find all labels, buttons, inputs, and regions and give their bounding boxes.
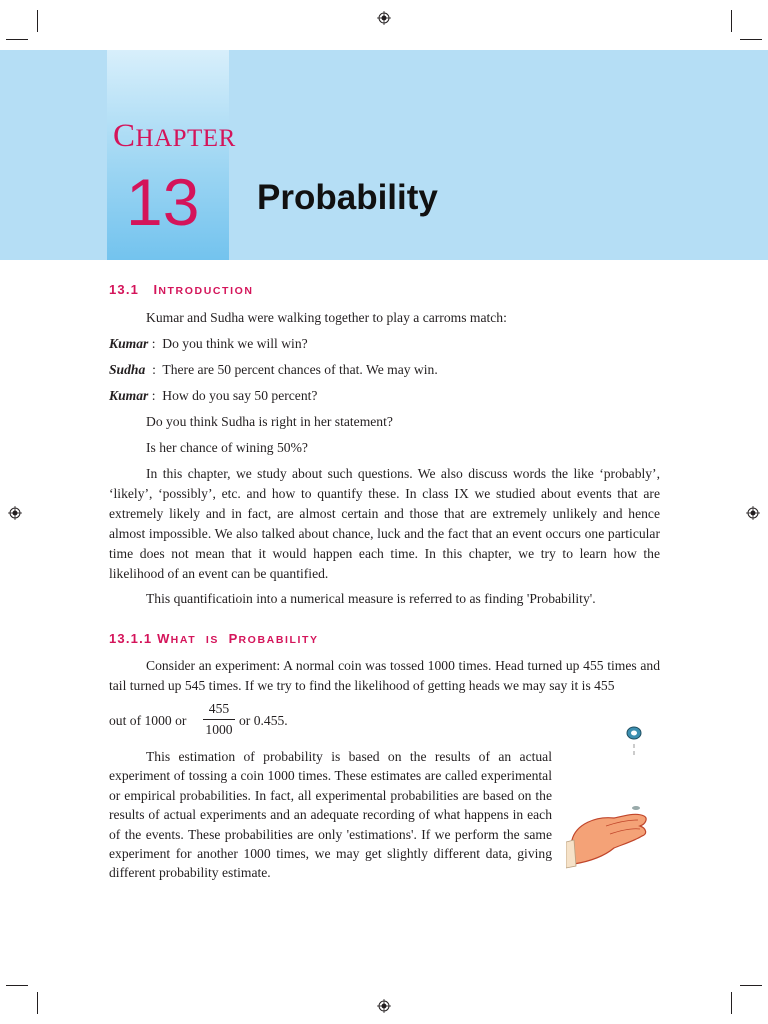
chapter-label: CHAPTER <box>113 118 236 154</box>
dialogue-line-3: Kumar : How do you say 50 percent? <box>109 388 318 403</box>
question-line-1: Do you think Sudha is right in her statement? <box>146 414 393 429</box>
intro-paragraph: In this chapter, we study about such questions. We also discuss words the like ‘probably’, ‘likely’, ‘possibly’, etc. and how to quantify these. In class IX we studied about events that are extremely likely and in fact, are almost certain and those that are extremely unlikely and hence almost impossible. We also talked about chance, luck and the fact that an event occurs one particular time does not mean that it would happen each time. In this chapter, we try to learn how the likelihood of an event can be quantified. <box>109 466 660 581</box>
registration-mark-icon <box>746 506 760 520</box>
section-heading-what-is-probability: 13.1.1 WHAT IS PROBABILITY <box>109 631 319 646</box>
fraction <box>203 701 235 738</box>
crop-mark-icon <box>731 10 732 32</box>
experiment-paragraph: Consider an experiment: A normal coin was tossed 1000 times. Head turned up 455 times and tail turned up 545 times. If we try to find the likelihood of getting heads we may say it is 455 <box>109 658 660 693</box>
dialogue-line-1: Kumar : Do you think we will win? <box>109 336 308 351</box>
crop-mark-icon <box>6 985 28 986</box>
question-line-2: Is her chance of wining 50%? <box>146 440 308 455</box>
out-of-text: out of 1000 or <box>109 713 187 728</box>
crop-mark-icon <box>731 992 732 1014</box>
registration-mark-icon <box>8 506 22 520</box>
dialogue-line-2: Sudha : There are 50 percent chances of that. We may win. <box>109 362 438 377</box>
registration-mark-icon <box>377 999 391 1013</box>
quantification-paragraph: This quantificatioin into a numerical measure is referred to as finding 'Probability'. <box>146 591 596 606</box>
fraction-numerator: 455 <box>208 701 230 716</box>
crop-mark-icon <box>37 10 38 32</box>
intro-line: Kumar and Sudha were walking together to play a carroms match: <box>146 310 507 325</box>
crop-mark-icon <box>37 992 38 1014</box>
crop-mark-icon <box>740 985 762 986</box>
fraction-bar <box>203 719 235 720</box>
fraction-denominator: 1000 <box>205 722 233 737</box>
decimal-text: or 0.455. <box>239 713 288 728</box>
estimation-paragraph: This estimation of probability is based on the results of an actual experiment of tossing a coin 1000 times. These estimates are called experimental or empirical probabilities. In fact, all experimental probabilities are based on the results of actual experiments and an adequate recording of what happens in each of the events. These probabilities are only 'estimations'. If we perform the same experiment for another 1000 times, we may get slightly different data, giving different probability estimate. <box>109 749 552 881</box>
registration-mark-icon <box>377 11 391 25</box>
crop-mark-icon <box>740 39 762 40</box>
chapter-number: 13 <box>126 165 200 239</box>
chapter-title: Probability <box>257 178 438 217</box>
coin-toss-hand-icon <box>566 712 660 872</box>
section-heading-introduction: 13.1 INTRODUCTION <box>109 282 254 297</box>
crop-mark-icon <box>6 39 28 40</box>
